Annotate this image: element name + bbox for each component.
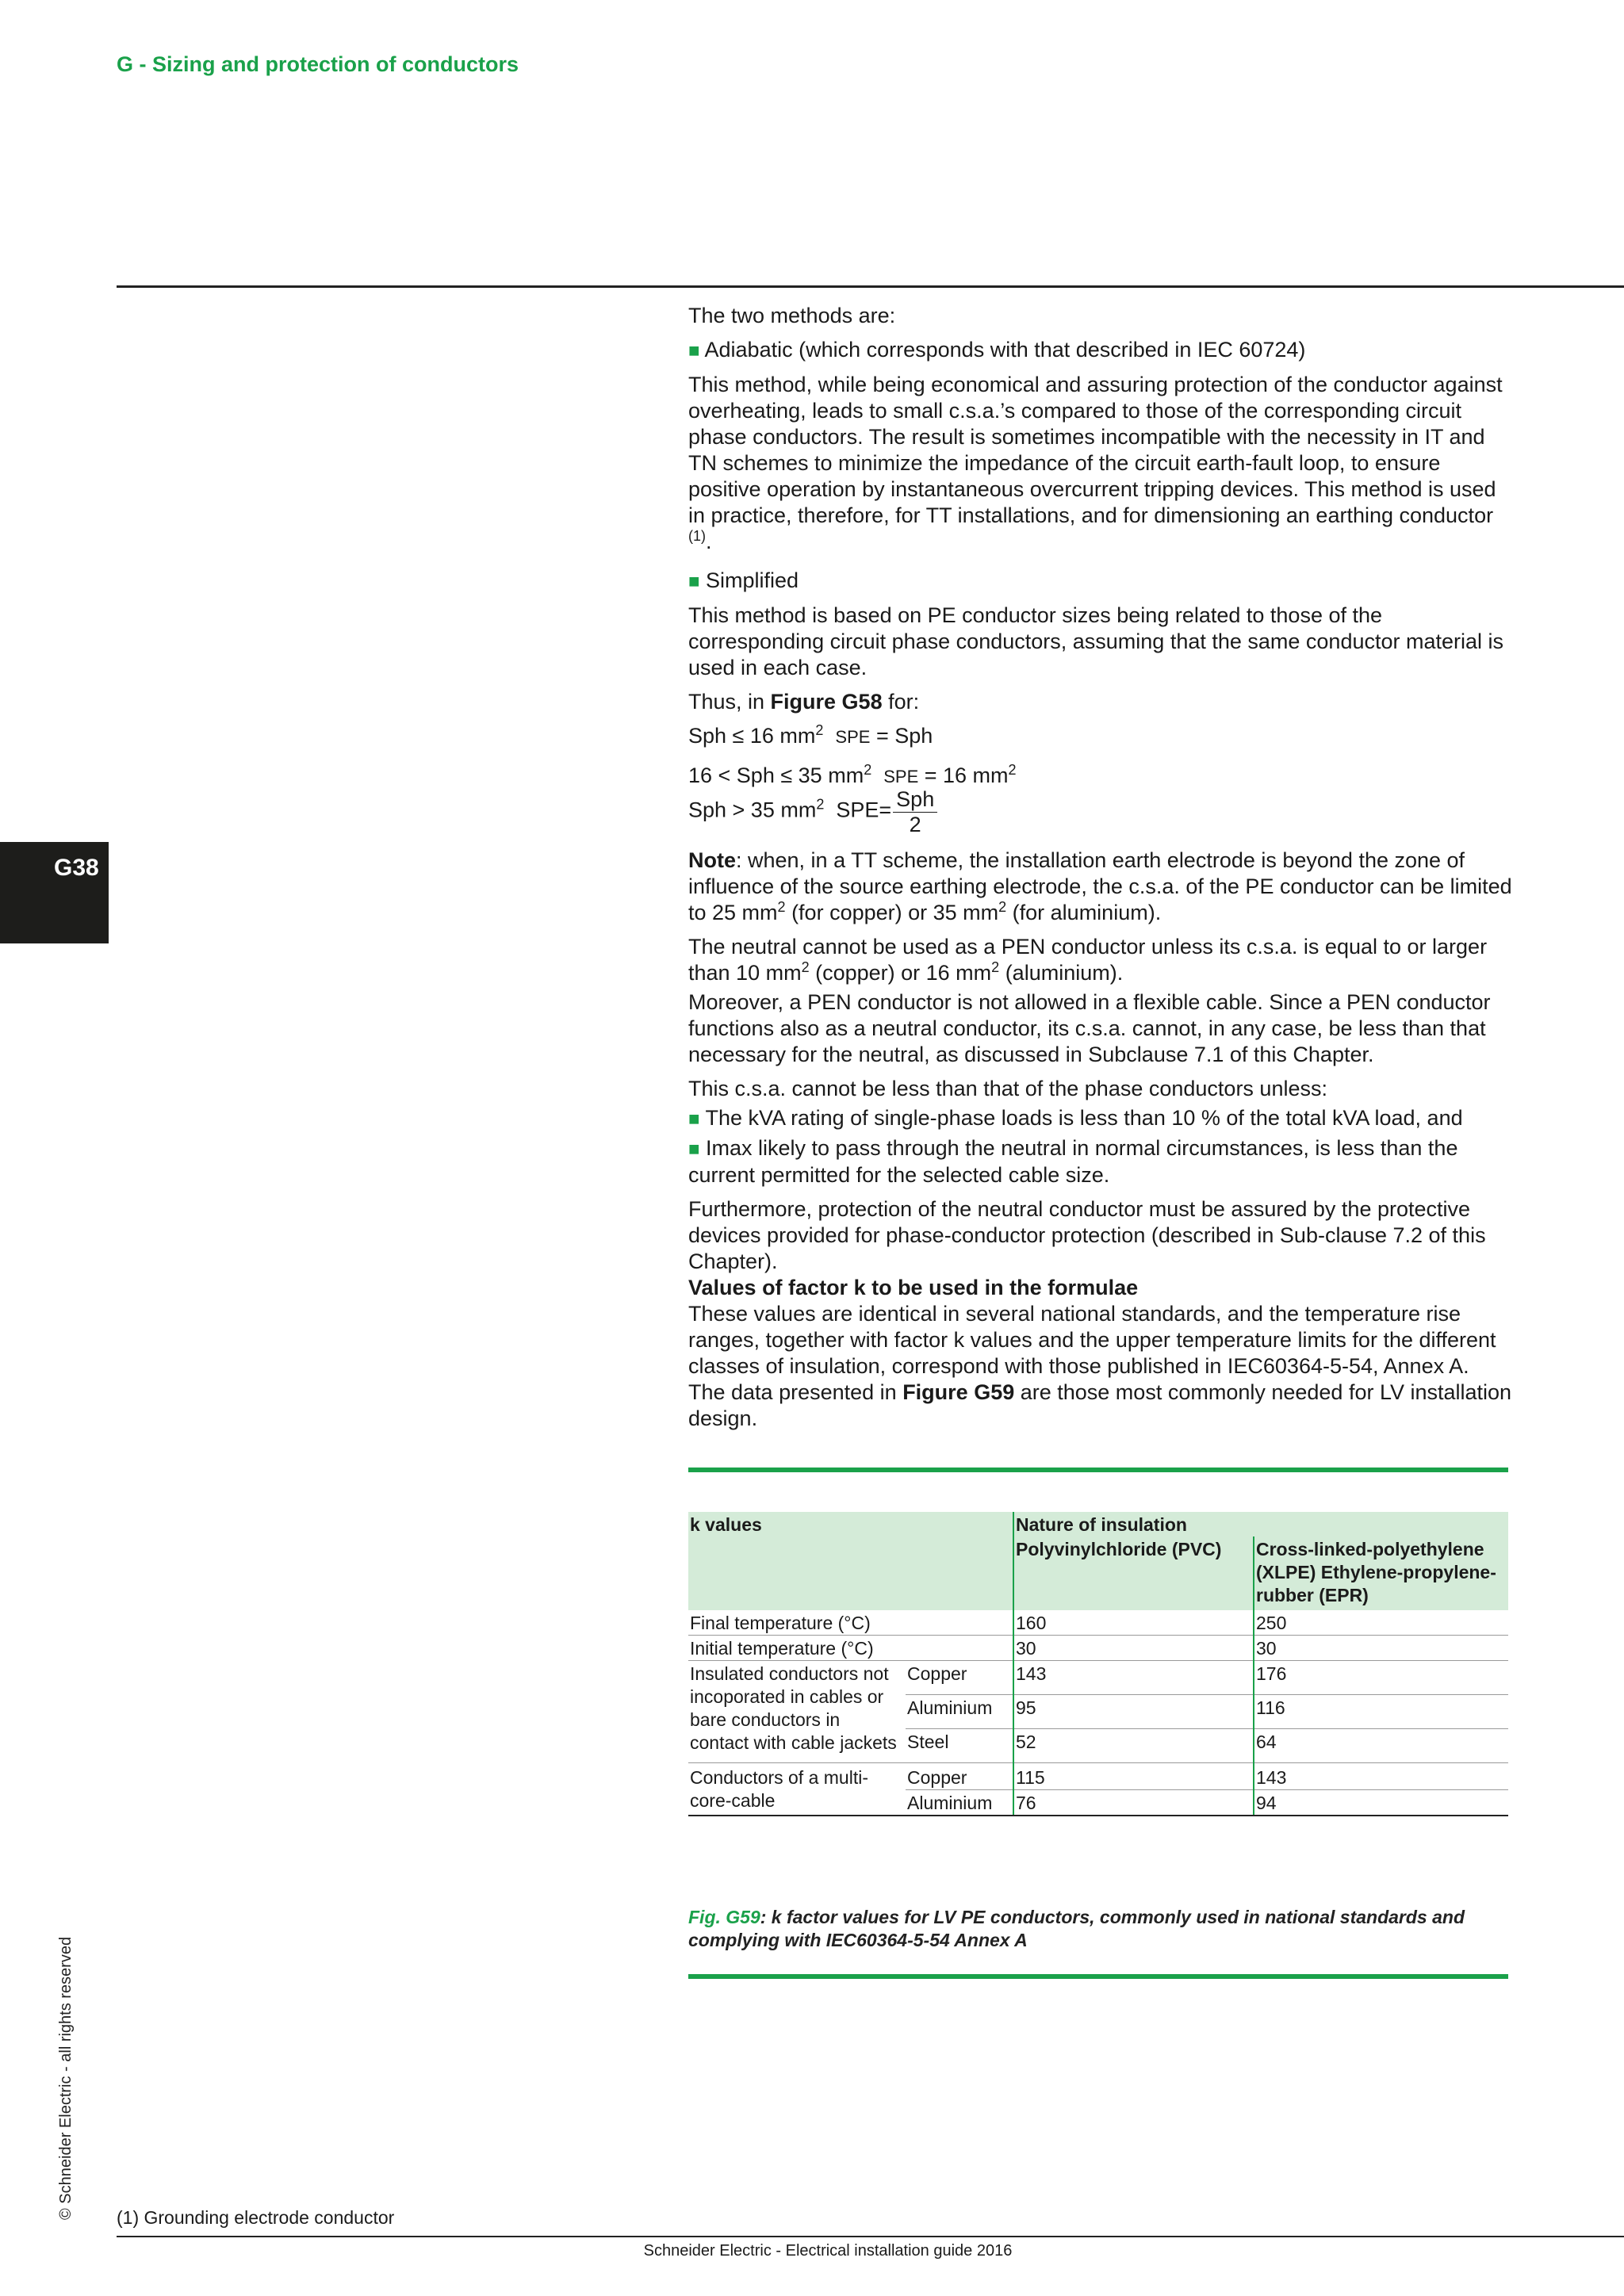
bullet-text: Adiabatic (which corresponds with that described in IEC 60724) (704, 338, 1306, 362)
figure-label: Fig. G59 (688, 1907, 760, 1927)
cell-xlpe: 30 (1254, 1636, 1508, 1661)
thus-paragraph (688, 689, 1518, 715)
header-k-values: k values (688, 1512, 1013, 1610)
header-xlpe-epr: Cross-linked-polyethylene (XLPE) Ethylene-propylene-rubber (EPR) (1254, 1536, 1508, 1610)
material-label: Aluminium (906, 1790, 1013, 1816)
bullet-adiabatic (688, 337, 1518, 364)
bullet-square-icon: ■ (688, 1108, 700, 1130)
superscript: 2 (991, 959, 1000, 975)
cell-pvc: 95 (1013, 1695, 1254, 1729)
cell-pvc: 115 (1013, 1763, 1254, 1790)
bullet-imax (688, 1135, 1518, 1188)
table-header-row (688, 1512, 1508, 1536)
copyright-notice: © Schneider Electric - all rights reserved (57, 1936, 75, 2220)
material-label: Copper (906, 1661, 1013, 1695)
cell-xlpe: 94 (1254, 1790, 1508, 1816)
figure-bottom-rule (688, 1974, 1508, 1979)
page-number-tab: G38 (0, 842, 109, 943)
row-label: Final temperature (°C) (688, 1610, 1013, 1636)
formula-symbol: SPE (835, 727, 871, 747)
formula-text: = 16 mm (918, 763, 1009, 787)
intro-paragraph: The two methods are: (688, 304, 896, 327)
text: (for aluminium). (1006, 901, 1162, 924)
superscript: 2 (864, 762, 872, 778)
cell-pvc: 160 (1013, 1610, 1254, 1636)
material-label: Copper (906, 1763, 1013, 1790)
table-row (688, 1661, 1508, 1695)
text: Thus, in (688, 690, 771, 714)
group-label: Insulated conductors not incoporated in cables or bare conductors in contact with cable jackets (688, 1661, 906, 1763)
text: : when, in a TT scheme, the installation earth electrode is beyond the zone of influence of the source earthing electrode, the c.s.a. of the PE conductor can be limited to 25 mm (688, 848, 1512, 924)
header-pvc: Polyvinylchloride (PVC) (1013, 1536, 1254, 1610)
cell-pvc: 143 (1013, 1661, 1254, 1695)
paragraph-text: This method, while being economical and assuring protection of the conductor against overheating, leads to small c.s.a.’s compared to those of the corresponding circuit phase conductors. The result is sometimes incompatible with the necessity in IT and TN schemes to minimize the impedance of the circuit earth-fault loop, to ensure positive operation by instantaneous overcurrent tripping devices. This method is used in practice, therefore, for TT installations, and for dimensioning an earthing conductor (688, 373, 1503, 527)
cell-xlpe: 116 (1254, 1695, 1508, 1729)
main-text (688, 303, 1518, 1432)
cell-xlpe: 250 (1254, 1610, 1508, 1636)
superscript: 2 (816, 796, 825, 813)
further-paragraph: Furthermore, protection of the neutral conductor must be assured by the protective devices provided for phase-conductor protection (described in Sub-clause 7.2 of this Chapter). (688, 1197, 1486, 1273)
values-heading: Values of factor k to be used in the formulae (688, 1276, 1139, 1299)
fraction (893, 786, 937, 836)
formula-text: Sph ≤ 16 mm (688, 724, 816, 748)
neutral-paragraph (688, 934, 1518, 986)
superscript: 2 (998, 899, 1007, 915)
cell-xlpe: 176 (1254, 1661, 1508, 1695)
text: (copper) or 16 mm (809, 961, 992, 985)
bullet-text: Simplified (706, 568, 799, 592)
cell-xlpe: 143 (1254, 1763, 1508, 1790)
numerator: Sph (893, 786, 937, 813)
note-label: Note (688, 848, 736, 872)
footnote-ref: (1) (688, 528, 706, 544)
bullet-text: The kVA rating of single-phase loads is less than 10 % of the total kVA load, and (705, 1106, 1463, 1130)
adiabatic-paragraph: This method, while being economical and assuring protection of the conductor against overheating, leads to small c.s.a.’s compared to those of the corresponding circuit phase conductors. The result is sometimes incompatible with the necessity in IT and TN schemes to minimize the impedance of the circuit earth-fault loop, to ensure positive operation by instantaneous overcurrent tripping devices. This method is used in practice, therefore, for TT installations, and for dimensioning an earthing conductor $^{(1)}$. (688, 373, 1503, 553)
figure-ref: Figure G58 (770, 690, 883, 714)
superscript: 2 (801, 959, 810, 975)
bullet-square-icon: ■ (688, 340, 700, 362)
footnote: (1) Grounding electrode conductor (117, 2207, 395, 2228)
cell-pvc: 30 (1013, 1636, 1254, 1661)
text: The neutral cannot be used as a PEN conductor unless its c.s.a. is equal to or larger than 10 mm (688, 935, 1488, 985)
formula-text: 16 < Sph ≤ 35 mm (688, 763, 864, 787)
cell-pvc: 76 (1013, 1790, 1254, 1816)
data-paragraph (688, 1380, 1518, 1432)
formula-small (688, 723, 1518, 750)
formula-large: Sph > 35 $mm^2$ SPE= $\frac{\text{Sph}}{2}$ (688, 786, 1518, 836)
figure-caption (688, 1906, 1508, 1952)
cell-xlpe: 64 (1254, 1729, 1508, 1763)
table-row (688, 1610, 1508, 1636)
header-nature-of-insulation: Nature of insulation (1013, 1512, 1508, 1536)
cell-pvc: 52 (1013, 1729, 1254, 1763)
moreover-paragraph: Moreover, a PEN conductor is not allowed in a flexible cable. Since a PEN conductor functions also as a neutral conductor, its c.s.a. cannot, in any case, be less than that necessary for the neutral, as discussed in Subclause 7.1 of this Chapter. (688, 990, 1491, 1066)
bullet-kva (688, 1105, 1518, 1132)
caption-text: : k factor values for LV PE conductors, commonly used in national standards and complying with IEC60364-5-54 Annex A (688, 1907, 1465, 1950)
text: (for copper) or 35 mm (785, 901, 999, 924)
figure-top-rule (688, 1468, 1508, 1472)
csa-paragraph: This c.s.a. cannot be less than that of the phase conductors unless: (688, 1077, 1327, 1100)
page-footer: Schneider Electric - Electrical installation guide 2016 (643, 2242, 1013, 2260)
running-header: G - Sizing and protection of conductors (117, 52, 519, 76)
superscript: 2 (1008, 762, 1017, 778)
text: for: (882, 690, 920, 714)
table-row (688, 1763, 1508, 1790)
bullet-simplified (688, 568, 1518, 595)
denominator: 2 (909, 813, 921, 836)
values-paragraph: These values are identical in several national standards, and the temperature rise ranges, together with factor k values and the upper temperature limits for the different classes of insulation, correspond with those published in IEC60364-5-54, Annex A. (688, 1302, 1496, 1378)
bullet-text: Imax likely to pass through the neutral in normal circumstances, is less than the current permitted for the selected cable size. (688, 1136, 1458, 1187)
simplified-paragraph: This method is based on PE conductor sizes being related to those of the corresponding circuit phase conductors, assuming that the same conductor material is used in each case. (688, 603, 1504, 679)
formula-medium (688, 763, 1518, 790)
material-label: Steel (906, 1729, 1013, 1763)
table-row (688, 1636, 1508, 1661)
footer-rule (117, 2236, 1624, 2237)
bullet-square-icon: ■ (688, 1138, 700, 1160)
formula-symbol: SPE (883, 767, 919, 786)
superscript: 2 (815, 722, 824, 738)
note-paragraph (688, 848, 1518, 926)
figure-ref: Figure G59 (902, 1380, 1015, 1404)
k-values-table (688, 1512, 1508, 1816)
text: The data presented in (688, 1380, 903, 1404)
text: (aluminium). (999, 961, 1124, 985)
header-rule (117, 285, 1624, 288)
material-label: Aluminium (906, 1695, 1013, 1729)
superscript: 2 (777, 899, 786, 915)
bullet-square-icon: ■ (688, 571, 700, 592)
group-label: Conductors of a multi-core-cable (688, 1763, 906, 1816)
formula-text: Sph > 35 mm (688, 798, 817, 822)
formula-symbol: SPE (836, 798, 879, 822)
row-label: Initial temperature (°C) (688, 1636, 1013, 1661)
formula-text: = Sph (870, 724, 933, 748)
text: are those most commonly needed for LV installation design. (688, 1380, 1512, 1430)
